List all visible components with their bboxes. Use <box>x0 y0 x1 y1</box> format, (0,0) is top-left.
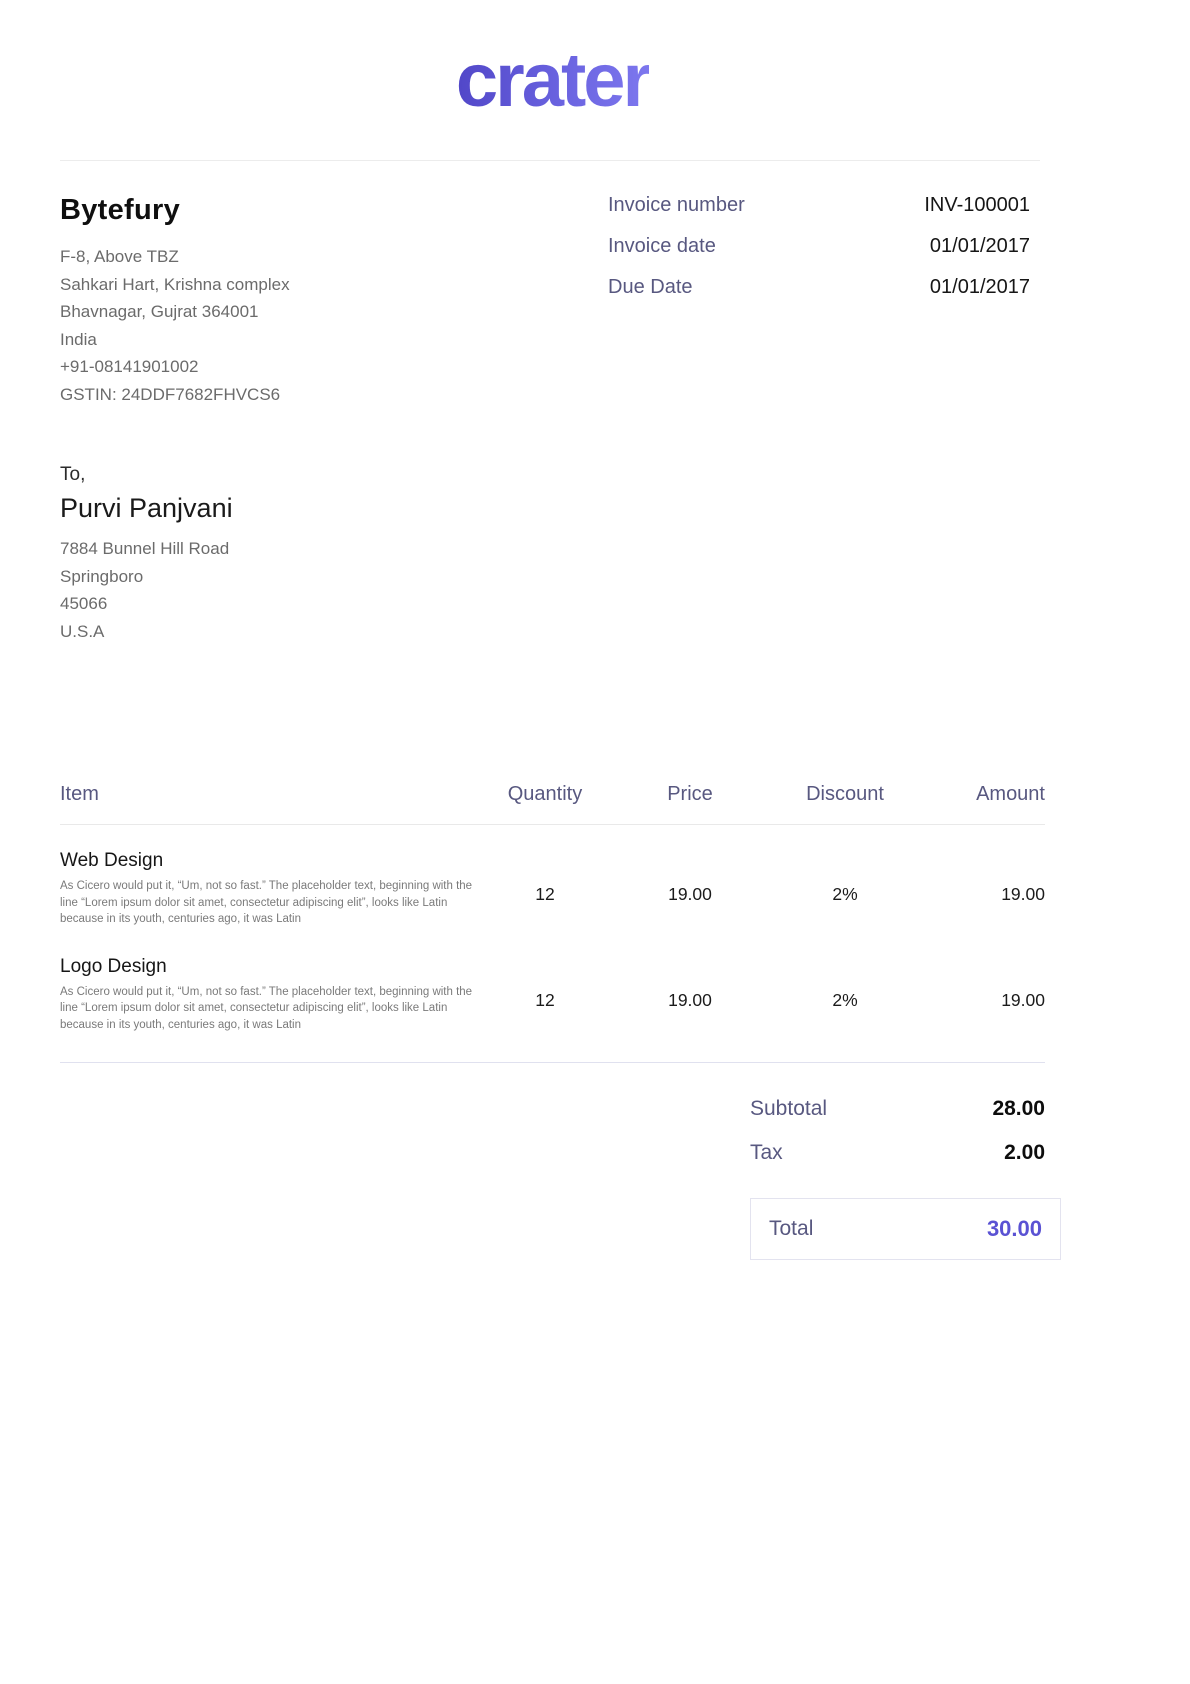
customer-address <box>60 535 233 645</box>
total-box <box>750 1198 1061 1260</box>
item-quantity: 12 <box>535 989 555 1010</box>
column-header-price: Price <box>667 783 713 805</box>
invoice-date-label: Invoice date <box>608 235 716 257</box>
tax-row <box>750 1141 1045 1185</box>
subtotal-label: Subtotal <box>750 1097 828 1120</box>
company-address-line: F-8, Above TBZ <box>60 247 179 266</box>
item-price: 19.00 <box>668 989 712 1010</box>
tax-label: Tax <box>750 1141 783 1164</box>
customer-address-line: 45066 <box>60 594 108 613</box>
customer-address-line: U.S.A <box>60 621 105 641</box>
crater-logo-text: crater <box>455 38 650 123</box>
customer-address-line: Springboro <box>60 566 144 586</box>
company-name: Bytefury <box>60 194 181 226</box>
header-divider <box>60 160 1040 161</box>
items-table <box>60 783 1045 1063</box>
company-phone: +91-08141901002 <box>60 357 199 376</box>
customer-info <box>60 464 233 645</box>
item-cell <box>60 850 490 928</box>
invoice-number-label: Invoice number <box>608 194 745 216</box>
company-address <box>60 243 290 408</box>
company-info <box>60 194 290 408</box>
invoice-number-value: INV-100001 <box>924 194 1030 216</box>
table-row <box>60 956 1045 1034</box>
column-header-amount: Amount <box>976 783 1045 805</box>
invoice-date-row <box>608 235 1030 276</box>
company-address-line: Bhavnagar, Gujrat 364001 <box>60 302 259 321</box>
item-price: 19.00 <box>668 884 712 904</box>
item-name: Web Design <box>60 850 164 871</box>
item-amount: 19.00 <box>1001 884 1045 904</box>
subtotal-row <box>750 1097 1045 1141</box>
item-discount: 2% <box>832 989 858 1010</box>
item-description: As Cicero would put it, “Um, not so fast.” The placeholder text, beginning with the line “Lorem ipsum dolor sit amet, consectetur adipiscing elit”, looks like Latin because in its youth, centuries ago, it was Latin <box>60 985 473 1031</box>
items-table-header <box>60 783 1045 825</box>
customer-address-line: 7884 Bunnel Hill Road <box>60 539 230 558</box>
total-value: 30.00 <box>986 1216 1042 1241</box>
item-quantity: 12 <box>535 884 555 904</box>
item-cell <box>60 956 490 1034</box>
invoice-meta <box>608 194 1030 317</box>
total-label: Total <box>769 1217 814 1240</box>
item-name: Logo Design <box>60 955 167 977</box>
column-header-item: Item <box>60 783 99 805</box>
tax-value: 2.00 <box>1004 1141 1045 1164</box>
company-address-line: Sahkari Hart, Krishna complex <box>60 274 290 294</box>
subtotal-value: 28.00 <box>992 1097 1045 1120</box>
invoice-date-value: 01/01/2017 <box>929 235 1030 257</box>
company-gstin: GSTIN: 24DDF7682FHVCS6 <box>60 384 281 404</box>
column-header-discount: Discount <box>806 783 884 805</box>
column-header-quantity: Quantity <box>507 783 583 805</box>
item-description: As Cicero would put it, “Um, not so fast.” The placeholder text, beginning with the line “Lorem ipsum dolor sit amet, consectetur adipiscing elit”, looks like Latin because in its youth, centuries ago, it was Latin <box>60 880 473 925</box>
customer-name: Purvi Panjvani <box>60 493 233 523</box>
table-row <box>60 850 1045 928</box>
totals-divider <box>60 1062 1045 1063</box>
customer-to-label: To, <box>60 464 86 485</box>
due-date-label: Due Date <box>608 276 693 298</box>
item-amount: 19.00 <box>1001 989 1045 1010</box>
totals-section <box>750 1097 1045 1185</box>
crater-logo <box>60 36 1045 126</box>
company-address-line: India <box>60 329 97 349</box>
invoice-number-row <box>608 194 1030 235</box>
due-date-value: 01/01/2017 <box>929 276 1030 298</box>
item-discount: 2% <box>832 884 858 904</box>
due-date-row <box>608 276 1030 317</box>
